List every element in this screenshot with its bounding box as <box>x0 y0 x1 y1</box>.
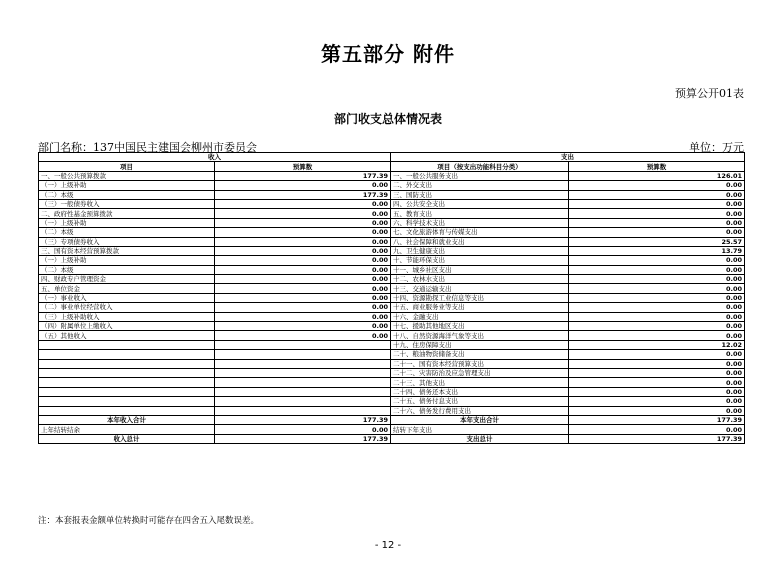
expense-value: 0.00 <box>569 359 745 368</box>
income-budget-header: 预算数 <box>215 162 391 171</box>
income-item: （三）一般债券收入 <box>39 199 215 208</box>
table-row <box>39 265 745 274</box>
expense-value: 0.00 <box>569 190 745 199</box>
income-item: （一）上级补助 <box>39 218 215 227</box>
expense-total-label: 结转下年支出 <box>391 425 569 434</box>
expense-item: 十六、金融支出 <box>391 312 569 321</box>
income-value: 0.00 <box>215 218 391 227</box>
income-value: 0.00 <box>215 256 391 265</box>
expense-value: 0.00 <box>569 209 745 218</box>
table-row <box>39 246 745 255</box>
table-row <box>39 218 745 227</box>
table-row <box>39 387 745 396</box>
expense-value: 0.00 <box>569 331 745 340</box>
expense-item: 八、社会保障和就业支出 <box>391 237 569 246</box>
income-item: 五、单位资金 <box>39 284 215 293</box>
expense-value: 13.79 <box>569 246 745 255</box>
income-total-label: 上年结转结余 <box>39 425 215 434</box>
table-row <box>39 397 745 406</box>
table-row <box>39 350 745 359</box>
table-row <box>39 322 745 331</box>
expense-total-value: 0.00 <box>569 425 745 434</box>
expense-total-label: 支出总计 <box>391 434 569 443</box>
income-value: 0.00 <box>215 322 391 331</box>
table-row <box>39 237 745 246</box>
expense-value: 0.00 <box>569 406 745 415</box>
expense-item: 九、卫生健康支出 <box>391 246 569 255</box>
footnote: 注：本套报表金额单位转换时可能存在四舍五入尾数误差。 <box>38 516 260 526</box>
income-value <box>215 378 391 387</box>
income-item: （二）事业单位经营收入 <box>39 303 215 312</box>
income-value: 0.00 <box>215 265 391 274</box>
income-item: （三）专项债券收入 <box>39 237 215 246</box>
expense-total-value: 177.39 <box>569 434 745 443</box>
expense-value: 0.00 <box>569 387 745 396</box>
expense-item: 二十一、国有资本经营预算支出 <box>391 359 569 368</box>
income-value <box>215 397 391 406</box>
income-item-header: 项目 <box>39 162 215 171</box>
expense-item: 六、科学技术支出 <box>391 218 569 227</box>
income-item <box>39 340 215 349</box>
income-value: 0.00 <box>215 237 391 246</box>
table-row <box>39 199 745 208</box>
expense-value: 0.00 <box>569 181 745 190</box>
income-value: 0.00 <box>215 275 391 284</box>
income-value: 0.00 <box>215 209 391 218</box>
expense-value: 0.00 <box>569 265 745 274</box>
income-item <box>39 378 215 387</box>
table-row <box>39 359 745 368</box>
income-value <box>215 387 391 396</box>
income-header: 收入 <box>39 153 391 162</box>
income-total-label: 收入总计 <box>39 434 215 443</box>
income-item <box>39 368 215 377</box>
income-total-value: 177.39 <box>215 415 391 424</box>
income-value: 0.00 <box>215 312 391 321</box>
income-value <box>215 368 391 377</box>
income-item: （五）其他收入 <box>39 331 215 340</box>
income-value <box>215 340 391 349</box>
expense-value: 0.00 <box>569 350 745 359</box>
table-row <box>39 378 745 387</box>
income-item: （二）本级 <box>39 190 215 199</box>
expense-item: 十二、农林水支出 <box>391 275 569 284</box>
expense-header: 支出 <box>391 153 745 162</box>
page-number: - 12 - <box>374 540 402 551</box>
table-row <box>39 209 745 218</box>
expense-item: 二十五、债务付息支出 <box>391 397 569 406</box>
table-row <box>39 284 745 293</box>
expense-item: 二十四、债务还本支出 <box>391 387 569 396</box>
income-total-value: 0.00 <box>215 425 391 434</box>
expense-item: 七、文化旅游体育与传媒支出 <box>391 228 569 237</box>
income-item: （一）事业收入 <box>39 293 215 302</box>
income-value: 0.00 <box>215 246 391 255</box>
expense-item: 十七、援助其他地区支出 <box>391 322 569 331</box>
expense-item: 二十六、债务发行费用支出 <box>391 406 569 415</box>
table-row <box>39 256 745 265</box>
expense-item: 三、国防支出 <box>391 190 569 199</box>
expense-value: 0.00 <box>569 284 745 293</box>
expense-item: 十一、城乡社区支出 <box>391 265 569 274</box>
expense-value: 126.01 <box>569 171 745 180</box>
table-row <box>39 293 745 302</box>
expense-value: 0.00 <box>569 303 745 312</box>
table-row <box>39 181 745 190</box>
income-item <box>39 406 215 415</box>
table-title: 部门收支总体情况表 <box>333 112 442 126</box>
expense-item: 十、节能环保支出 <box>391 256 569 265</box>
page-title: 第五部分 附件 <box>321 42 455 66</box>
income-value: 0.00 <box>215 181 391 190</box>
income-item <box>39 397 215 406</box>
income-item: 二、政府性基金预算拨款 <box>39 209 215 218</box>
table-row <box>39 190 745 199</box>
income-item: （二）本级 <box>39 228 215 237</box>
table-row <box>39 303 745 312</box>
income-item <box>39 350 215 359</box>
income-value <box>215 359 391 368</box>
income-item: （二）本级 <box>39 265 215 274</box>
expense-item: 五、教育支出 <box>391 209 569 218</box>
expense-item: 二十、粮油物资储备支出 <box>391 350 569 359</box>
table-row <box>39 331 745 340</box>
expense-item: 二十三、其他支出 <box>391 378 569 387</box>
expense-value: 0.00 <box>569 368 745 377</box>
expense-value: 0.00 <box>569 322 745 331</box>
expense-item: 十八、自然资源海洋气象等支出 <box>391 331 569 340</box>
income-value: 0.00 <box>215 331 391 340</box>
header-row-columns <box>39 162 745 171</box>
income-total-label: 本年收入合计 <box>39 415 215 424</box>
income-item: （一）上级补助 <box>39 181 215 190</box>
expense-value: 0.00 <box>569 199 745 208</box>
expense-item: 一、一般公共服务支出 <box>391 171 569 180</box>
income-value: 0.00 <box>215 199 391 208</box>
expense-item: 二、外交支出 <box>391 181 569 190</box>
table-row <box>39 228 745 237</box>
expense-value: 0.00 <box>569 312 745 321</box>
expense-value: 0.00 <box>569 218 745 227</box>
income-item: （三）上级补助收入 <box>39 312 215 321</box>
income-value: 0.00 <box>215 303 391 312</box>
expense-item: 十三、交通运输支出 <box>391 284 569 293</box>
income-value: 177.39 <box>215 171 391 180</box>
income-item: 一、一般公共预算拨款 <box>39 171 215 180</box>
income-expense-table <box>38 152 745 444</box>
table-row <box>39 368 745 377</box>
department-name: 部门名称：137中国民主建国会柳州市委员会 <box>38 141 257 154</box>
expense-item: 十四、资源勘探工业信息等支出 <box>391 293 569 302</box>
table-row <box>39 340 745 349</box>
table-row <box>39 171 745 180</box>
header-row-sections <box>39 153 745 162</box>
income-item: （四）附属单位上缴收入 <box>39 322 215 331</box>
table-row <box>39 406 745 415</box>
expense-item: 二十二、灾害防治及应急管理支出 <box>391 368 569 377</box>
expense-item: 四、公共安全支出 <box>391 199 569 208</box>
income-item: 三、国有资本经营预算拨款 <box>39 246 215 255</box>
table-row <box>39 312 745 321</box>
income-value: 177.39 <box>215 190 391 199</box>
total-row <box>39 415 745 424</box>
expense-item: 十五、商业服务业等支出 <box>391 303 569 312</box>
form-code: 预算公开01表 <box>675 87 744 100</box>
expense-value: 0.00 <box>569 275 745 284</box>
income-item <box>39 359 215 368</box>
expense-item: 十九、住房保障支出 <box>391 340 569 349</box>
income-value <box>215 406 391 415</box>
income-value: 0.00 <box>215 284 391 293</box>
expense-value: 25.57 <box>569 237 745 246</box>
expense-value: 0.00 <box>569 293 745 302</box>
income-total-value: 177.39 <box>215 434 391 443</box>
expense-value: 0.00 <box>569 256 745 265</box>
unit-label: 单位：万元 <box>689 141 744 154</box>
income-value: 0.00 <box>215 293 391 302</box>
expense-total-value: 177.39 <box>569 415 745 424</box>
income-item: （一）上级补助 <box>39 256 215 265</box>
table-row <box>39 275 745 284</box>
expense-value: 0.00 <box>569 228 745 237</box>
total-row <box>39 434 745 443</box>
income-item <box>39 387 215 396</box>
expense-value: 0.00 <box>569 378 745 387</box>
expense-value: 12.02 <box>569 340 745 349</box>
expense-budget-header: 预算数 <box>569 162 745 171</box>
expense-item-header: 项目（按支出功能科目分类） <box>391 162 569 171</box>
expense-value: 0.00 <box>569 397 745 406</box>
income-value: 0.00 <box>215 228 391 237</box>
total-row <box>39 425 745 434</box>
expense-total-label: 本年支出合计 <box>391 415 569 424</box>
income-item: 四、财政专户管理资金 <box>39 275 215 284</box>
income-value <box>215 350 391 359</box>
